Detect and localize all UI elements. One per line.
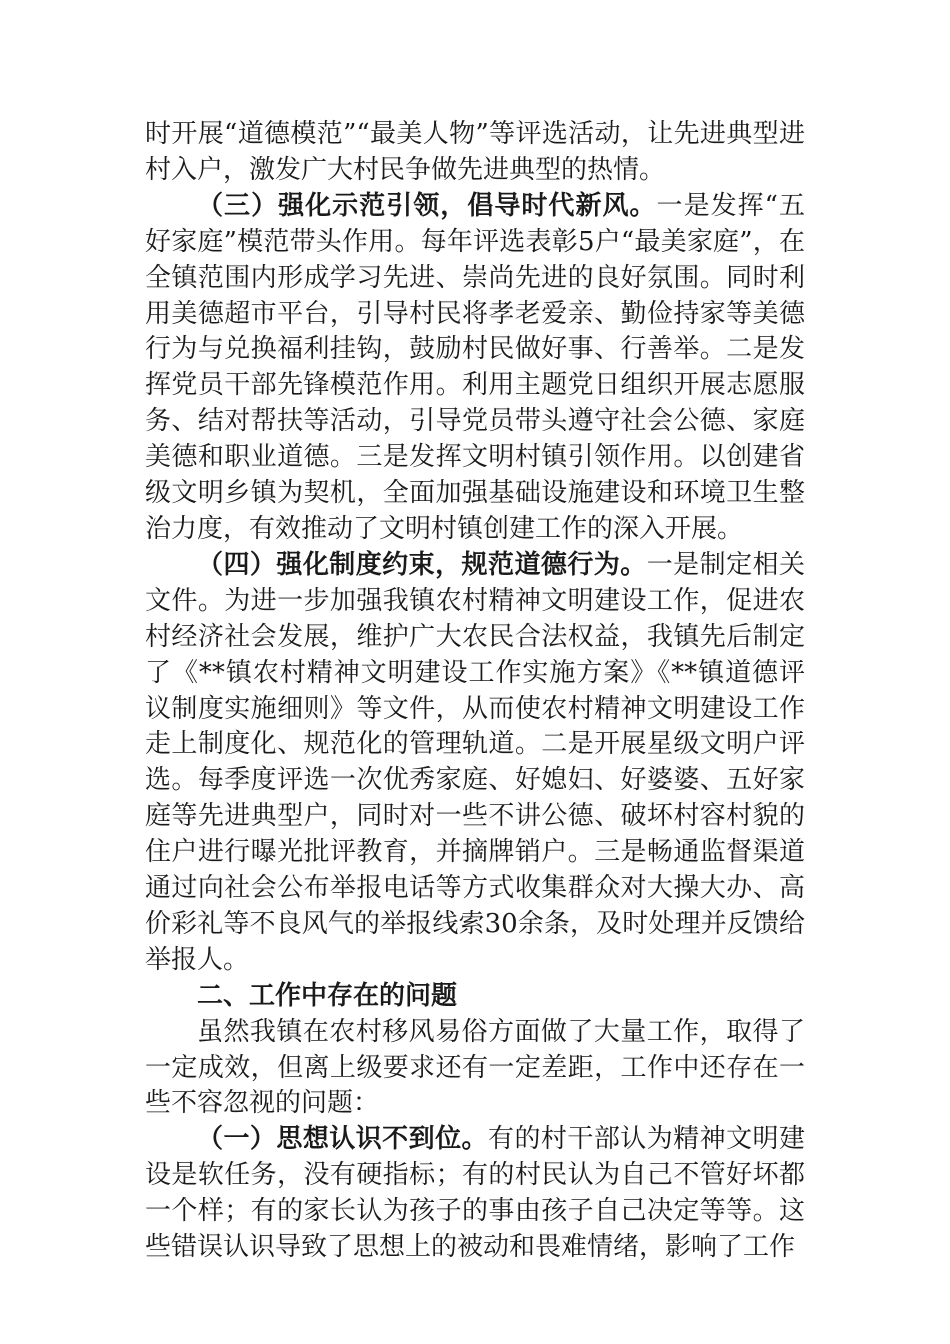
document-body: [145, 117, 805, 1266]
problem-1-lead: （一）思想认识不到位。: [197, 1124, 488, 1155]
section-3-lead: （三）强化示范引领，倡导时代新风。: [197, 190, 657, 221]
paragraph-section-3: [145, 189, 805, 548]
paragraph-problems-intro: 虽然我镇在农村移风易俗方面做了大量工作，取得了一定成效，但离上级要求还有一定差距，工作中还存在一些不容忽视的问题：: [145, 1016, 805, 1119]
section-4-lead: （四）强化制度约束，规范道德行为。: [197, 549, 647, 580]
paragraph-problem-1: [145, 1122, 805, 1266]
paragraph-section-4: [145, 548, 805, 979]
section-4-body: 一是制定相关文件。为进一步加强我镇农村精神文明建设工作，促进农村经济社会发展，维护广大农民合法权益，我镇先后制定了《**镇农村精神文明建设工作实施方案》《**镇道德评议制度实施细则》等文件，从而使农村精神文明建设工作走上制度化、规范化的管理轨道。二是开展星级文明户评选。每季度评选一次优秀家庭、好媳妇、好婆婆、五好家庭等先进典型户，同时对一些不讲公德、破坏村容村貌的住户进行曝光批评教育，并摘牌销户。三是畅通监督渠道通过向社会公布举报电话等方式收集群众对大操大办、高价彩礼等不良风气的举报线索30余条，及时处理并反馈给举报人。: [145, 549, 805, 975]
section-3-body: 一是发挥“五好家庭”模范带头作用。每年评选表彰5户“最美家庭”，在全镇范围内形成学习先进、崇尚先进的良好氛围。同时利用美德超市平台，引导村民将孝老爱亲、勤俭持家等美德行为与兑换福利挂钩，鼓励村民做好事、行善举。二是发挥党员干部先锋模范作用。利用主题党日组织开展志愿服务、结对帮扶等活动，引导党员带头遵守社会公德、家庭美德和职业道德。三是发挥文明村镇引领作用。以创建省级文明乡镇为契机，全面加强基础设施建设和环境卫生整治力度，有效推动了文明村镇创建工作的深入开展。: [145, 190, 805, 544]
paragraph-continuation: 时开展“道德模范”“最美人物”等评选活动，让先进典型进村入户，激发广大村民争做先进典型的热情。: [145, 119, 805, 185]
heading-problems: 二、工作中存在的问题: [197, 980, 458, 1011]
problem-1-body: 有的村干部认为精神文明建设是软任务，没有硬指标；有的村民认为自己不管好坏都一个样；有的家长认为孩子的事由孩子自己决定等等。这些错误认识导致了思想上的被动和畏难情绪，影响了工作: [145, 1124, 805, 1263]
